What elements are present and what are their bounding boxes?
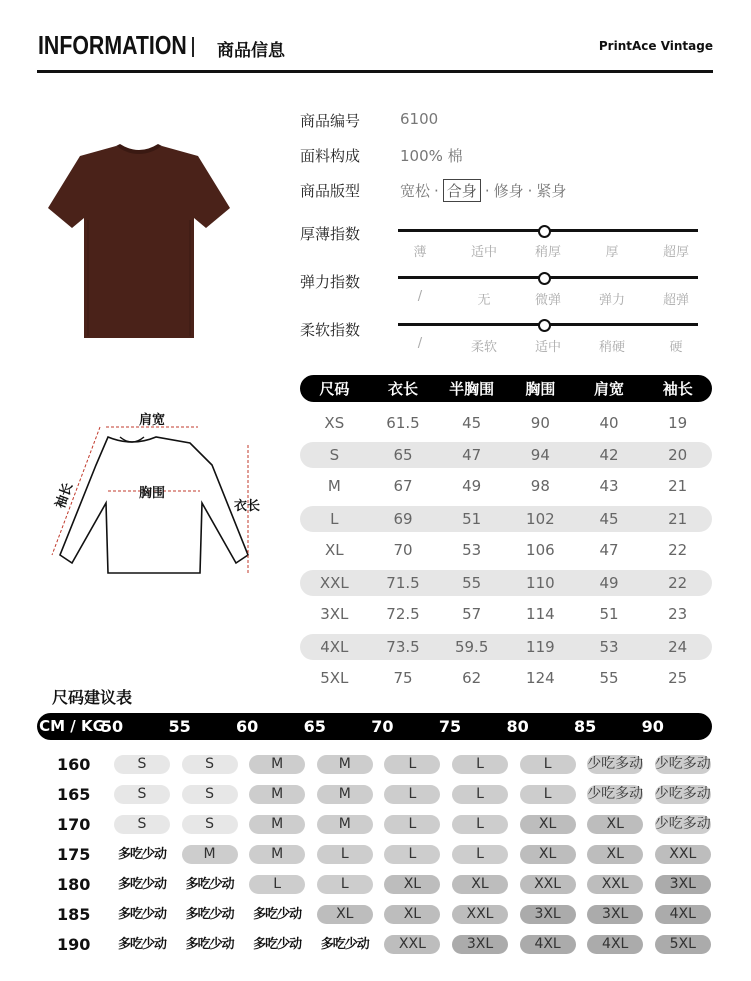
scale-option: 超厚 xyxy=(662,245,689,260)
size-suggestion: S xyxy=(114,815,170,834)
size-cell: 124 xyxy=(526,669,555,687)
size-cell: 53 xyxy=(599,638,619,656)
size-suggestion: L xyxy=(317,845,373,864)
size-cell: 49 xyxy=(599,574,619,592)
size-suggestion: 多吃少动 xyxy=(117,877,166,892)
scale-options xyxy=(388,241,708,260)
size-suggestion: 多吃少动 xyxy=(253,907,302,922)
size-suggestion: XXL xyxy=(452,905,508,924)
size-suggestion: 多吃少动 xyxy=(185,937,234,952)
size-row xyxy=(300,570,712,596)
size-cell: 47 xyxy=(599,541,619,559)
size-suggestion: 3XL xyxy=(452,935,508,954)
size-suggestion: XL xyxy=(384,875,440,894)
height-label: 160 xyxy=(57,755,91,774)
product-tshirt-image xyxy=(48,140,230,340)
size-cell: 90 xyxy=(530,414,550,432)
size-suggestion: 多吃少动 xyxy=(320,937,369,952)
size-cell: 51 xyxy=(599,605,619,623)
size-cell: 21 xyxy=(668,477,688,495)
size-cell: 51 xyxy=(462,510,482,528)
size-suggestion: M xyxy=(249,785,305,804)
size-suggestion: XXL xyxy=(384,935,440,954)
size-suggestion: 多吃少动 xyxy=(185,877,234,892)
size-cell: 20 xyxy=(668,446,688,464)
scale-options xyxy=(388,289,708,308)
size-suggestion: XXL xyxy=(655,845,711,864)
size-row xyxy=(300,665,712,691)
scale-option: 适中 xyxy=(470,245,497,260)
size-cell: 110 xyxy=(526,574,555,592)
size-cell: 47 xyxy=(462,446,482,464)
height-label: 170 xyxy=(57,815,91,834)
size-cell: 55 xyxy=(462,574,482,592)
weight-header: 85 xyxy=(574,717,597,736)
size-suggestion: 多吃少动 xyxy=(117,937,166,952)
size-suggestion: L xyxy=(384,845,440,864)
size-cell: 75 xyxy=(393,669,413,687)
scale-option: 适中 xyxy=(534,340,561,355)
recommend-row xyxy=(37,933,717,957)
size-suggestion: 5XL xyxy=(655,935,711,954)
size-suggestion: L xyxy=(452,845,508,864)
column-header: 尺码 xyxy=(319,380,350,398)
size-cell: 43 xyxy=(599,477,619,495)
size-cell-label: XL xyxy=(325,541,344,559)
size-cell: 22 xyxy=(668,574,688,592)
height-label: 185 xyxy=(57,905,91,924)
size-suggestion: L xyxy=(249,875,305,894)
size-suggestion: 多吃少动 xyxy=(117,907,166,922)
height-label: 180 xyxy=(57,875,91,894)
size-suggestion: M xyxy=(317,785,373,804)
fit-option: 宽松 xyxy=(400,182,431,200)
size-cell: 25 xyxy=(668,669,688,687)
info-value-fabric: 100% 棉 xyxy=(400,147,463,165)
size-table-header xyxy=(300,375,712,402)
size-cell: 42 xyxy=(599,446,619,464)
size-cell: 62 xyxy=(462,669,482,687)
scale-option: 微弹 xyxy=(534,293,561,308)
size-cell-label: L xyxy=(330,510,339,528)
size-suggestion: 少吃多动 xyxy=(654,756,711,772)
recommend-row xyxy=(37,813,717,837)
size-suggestion: 4XL xyxy=(520,935,576,954)
size-suggestion: 少吃多动 xyxy=(587,786,644,802)
size-suggestion: M xyxy=(317,815,373,834)
scale-knob xyxy=(538,319,551,332)
size-suggestion: XXL xyxy=(520,875,576,894)
size-cell: 69 xyxy=(393,510,413,528)
size-suggestion: 少吃多动 xyxy=(654,786,711,802)
info-value-code: 6100 xyxy=(400,110,439,128)
size-cell-label: XXL xyxy=(319,574,349,592)
size-suggestion: L xyxy=(520,755,576,774)
size-suggestion: M xyxy=(182,845,238,864)
height-label: 190 xyxy=(57,935,91,954)
size-suggestion: S xyxy=(182,755,238,774)
size-cell: 73.5 xyxy=(386,638,420,656)
size-cell: 106 xyxy=(526,541,555,559)
size-cell: 22 xyxy=(668,541,688,559)
size-cell: 67 xyxy=(393,477,413,495)
scale-option: / xyxy=(417,289,423,304)
weight-header: 60 xyxy=(236,717,259,736)
size-suggestion: S xyxy=(182,785,238,804)
size-suggestion: 3XL xyxy=(655,875,711,894)
size-suggestion: S xyxy=(114,755,170,774)
recommend-row xyxy=(37,783,717,807)
scale-label-softness: 柔软指数 xyxy=(300,321,361,339)
weight-header: 50 xyxy=(100,717,124,736)
size-cell: 114 xyxy=(526,605,555,623)
size-suggestion: L xyxy=(384,755,440,774)
scale-label-thickness: 厚薄指数 xyxy=(300,225,361,243)
size-suggestion: XL xyxy=(520,845,576,864)
size-suggestion: 多吃少动 xyxy=(185,907,234,922)
recommend-row xyxy=(37,753,717,777)
header-rule xyxy=(37,70,713,73)
size-cell: 45 xyxy=(462,414,482,432)
size-row xyxy=(300,634,712,660)
size-cell-label: XS xyxy=(324,414,345,432)
size-suggestion: 3XL xyxy=(587,905,643,924)
size-cell-label: 5XL xyxy=(320,669,349,687)
scale-option: 无 xyxy=(477,293,491,308)
page-subtitle: 商品信息 xyxy=(217,41,285,61)
size-suggestion: 多吃少动 xyxy=(253,937,302,952)
size-suggestion: M xyxy=(249,815,305,834)
scale-label-elasticity: 弹力指数 xyxy=(300,273,361,291)
size-suggestion: XL xyxy=(384,905,440,924)
size-row xyxy=(300,410,712,436)
size-suggestion: XL xyxy=(587,845,643,864)
recommend-header xyxy=(37,713,712,740)
weight-header: 75 xyxy=(438,717,462,736)
weight-header: 65 xyxy=(303,717,326,736)
scale-option: 稍厚 xyxy=(534,245,561,260)
page-title: INFORMATION xyxy=(38,30,187,60)
size-suggestion: S xyxy=(114,785,170,804)
scale-option: 柔软 xyxy=(470,340,497,355)
size-suggestion: 少吃多动 xyxy=(587,756,644,772)
size-suggestion: L xyxy=(317,875,373,894)
size-suggestion: L xyxy=(452,815,508,834)
size-suggestion: L xyxy=(452,755,508,774)
label-length: 衣长 xyxy=(233,499,261,514)
corner-label: CM / KG xyxy=(39,717,105,735)
size-cell: 98 xyxy=(530,477,550,495)
size-suggestion: XL xyxy=(452,875,508,894)
weight-header: 55 xyxy=(168,717,191,736)
size-suggestion: XL xyxy=(317,905,373,924)
size-suggestion: XXL xyxy=(587,875,643,894)
fit-options: 宽松 · 合身 · 修身 · 紧身 xyxy=(400,179,566,202)
size-cell-label: M xyxy=(327,477,341,495)
size-suggestion: 4XL xyxy=(587,935,643,954)
size-row xyxy=(300,506,712,532)
size-cell: 55 xyxy=(599,669,619,687)
size-cell: 19 xyxy=(668,414,688,432)
size-row xyxy=(300,601,712,627)
size-suggestion: 少吃多动 xyxy=(654,816,711,832)
size-cell: 45 xyxy=(599,510,619,528)
size-suggestion: L xyxy=(520,785,576,804)
size-cell-label: 3XL xyxy=(320,605,349,623)
scale-option: 稍硬 xyxy=(598,340,625,355)
size-suggestion: S xyxy=(182,815,238,834)
size-cell: 70 xyxy=(393,541,413,559)
size-suggestion: M xyxy=(317,755,373,774)
column-header: 衣长 xyxy=(388,380,419,398)
size-row xyxy=(300,473,712,499)
fit-option: 紧身 xyxy=(536,182,567,200)
size-cell: 94 xyxy=(530,446,550,464)
scale-option: 硬 xyxy=(669,340,683,355)
size-cell: 57 xyxy=(462,605,482,623)
size-suggestion: M xyxy=(249,845,305,864)
recommend-row xyxy=(37,843,717,867)
size-cell: 71.5 xyxy=(386,574,420,592)
size-cell: 40 xyxy=(599,414,619,432)
fit-option-selected: 合身 xyxy=(443,179,481,202)
scale-options xyxy=(388,336,708,355)
size-suggestion: XL xyxy=(587,815,643,834)
weight-header: 90 xyxy=(641,717,664,736)
scale-option: / xyxy=(417,336,423,351)
scale-option: 厚 xyxy=(605,245,619,260)
size-cell: 119 xyxy=(526,638,555,656)
size-cell: 21 xyxy=(668,510,688,528)
column-header: 肩宽 xyxy=(594,380,625,398)
info-label-code: 商品编号 xyxy=(300,112,361,130)
size-cell: 24 xyxy=(668,638,688,656)
size-suggestion: 多吃少动 xyxy=(117,847,166,862)
height-label: 175 xyxy=(57,845,91,864)
size-cell: 53 xyxy=(462,541,482,559)
fit-option: 修身 xyxy=(493,182,524,200)
weight-header: 70 xyxy=(371,717,394,736)
label-shoulder: 肩宽 xyxy=(138,413,166,428)
size-suggestion: XL xyxy=(520,815,576,834)
size-cell: 49 xyxy=(462,477,482,495)
measurement-diagram xyxy=(40,405,270,590)
label-chest: 胸围 xyxy=(138,486,166,501)
scale-knob xyxy=(538,272,551,285)
scale-option: 超弹 xyxy=(662,293,689,308)
size-cell: 23 xyxy=(668,605,688,623)
size-suggestion: M xyxy=(249,755,305,774)
size-suggestion: 3XL xyxy=(520,905,576,924)
size-row xyxy=(300,442,712,468)
size-suggestion: L xyxy=(384,815,440,834)
recommend-row xyxy=(37,903,717,927)
column-header: 袖长 xyxy=(662,380,693,398)
brand-name: PrintAce Vintage xyxy=(598,39,713,53)
recommend-title: 尺码建议表 xyxy=(52,688,133,707)
label-sleeve: 袖长 xyxy=(53,481,77,511)
height-label: 165 xyxy=(57,785,91,804)
size-cell-label: 4XL xyxy=(320,638,349,656)
size-cell: 59.5 xyxy=(454,638,489,656)
header-separator xyxy=(192,37,194,57)
size-suggestion: L xyxy=(452,785,508,804)
scale-knob xyxy=(538,225,551,238)
size-row xyxy=(300,537,712,563)
info-label-fit: 商品版型 xyxy=(300,182,361,200)
size-cell: 61.5 xyxy=(386,414,420,432)
column-header: 半胸围 xyxy=(449,380,495,398)
size-cell: 102 xyxy=(526,510,555,528)
recommend-row xyxy=(37,873,717,897)
info-label-fabric: 面料构成 xyxy=(300,147,361,165)
size-suggestion: 4XL xyxy=(655,905,711,924)
size-cell: 72.5 xyxy=(386,605,420,623)
scale-option: 薄 xyxy=(413,245,427,260)
column-header: 胸围 xyxy=(525,380,556,398)
scale-option: 弹力 xyxy=(598,293,625,308)
size-cell: 65 xyxy=(393,446,413,464)
weight-header: 80 xyxy=(506,717,529,736)
size-suggestion: L xyxy=(384,785,440,804)
size-cell-label: S xyxy=(329,446,340,464)
